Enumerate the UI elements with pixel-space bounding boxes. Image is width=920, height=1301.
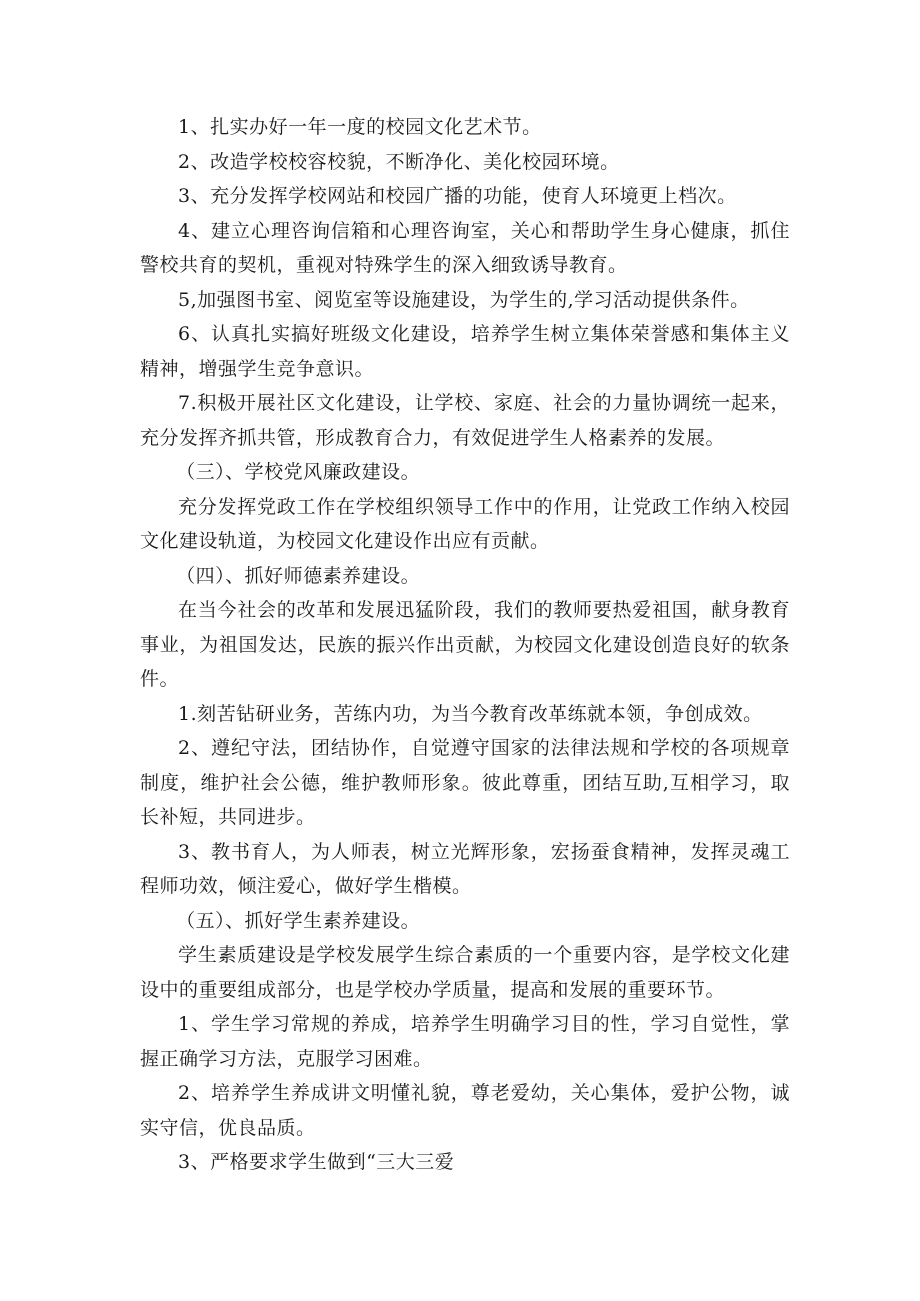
paragraph-section-4: 在当今社会的改革和发展迅猛阶段，我们的教师要热爱祖国，献身教育事业，为祖国发达，民族的振兴作出贡献，为校园文化建设创造良好的软条件。 [140, 599, 790, 690]
section-heading-5: （五）、抓好学生素养建设。 [176, 909, 421, 932]
paragraph-teacher-3: 3、教书育人，为人师表，树立光辉形象，宏扬蚕食精神，发挥灵魂工程师功效，倾注爱心，做好学生楷模。 [140, 840, 790, 897]
document-body [140, 110, 790, 1180]
section-heading-3: （三）、学校党风廉政建设。 [176, 461, 421, 483]
paragraph-item-6: 6、认真扎实搞好班级文化建设，培养学生树立集体荣誉感和集体主义精神，增强学生竞争意识。 [140, 323, 790, 380]
paragraph-item-5: 5,加强图书室、阅览室等设施建设，为学生的,学习活动提供条件。 [178, 288, 750, 311]
paragraph-item-4: 4、建立心理咨询信箱和心理咨询室，关心和帮助学生身心健康，抓住警校共育的契机，重视对特殊学生的深入细致诱导教育。 [140, 219, 790, 276]
paragraph-teacher-2: 2、遵纪守法，团结协作，自觉遵守国家的法律法规和学校的各项规章制度，维护社会公德，维护教师形象。彼此尊重，团结互助,互相学习，取长补短，共同进步。 [140, 737, 790, 828]
paragraph-section-3: 充分发挥党政工作在学校组织领导工作中的作用，让党政工作纳入校园文化建设轨道，为校园文化建设作出应有贡献。 [140, 495, 790, 552]
section-heading-4: （四）、抓好师德素养建设。 [176, 564, 421, 587]
paragraph-student-3: 3、严格要求学生做到“三大三爱 [178, 1151, 455, 1173]
paragraph-teacher-1: 1.刻苦钻研业务，苦练内功，为当今教育改革练就本领，争创成效。 [178, 702, 763, 725]
paragraph-section-5: 学生素质建设是学校发展学生综合素质的一个重要内容，是学校文化建设中的重要组成部分，也是学校办学质量，提高和发展的重要环节。 [140, 944, 790, 1001]
paragraph-item-2: 2、改造学校校容校貌，不断净化、美化校园环境。 [178, 150, 620, 173]
paragraph-item-7: 7.积极开展社区文化建设，让学校、家庭、社会的力量协调统一起来，充分发挥齐抓共管，形成教育合力，有效促进学生人格素养的发展。 [140, 392, 790, 449]
paragraph-student-1: 1、学生学习常规的养成，培养学生明确学习目的性，学习自觉性，掌握正确学习方法，克服学习困难。 [140, 1013, 790, 1070]
paragraph-item-3: 3、充分发挥学校网站和校园广播的功能，使育人环境更上档次。 [178, 185, 737, 207]
paragraph-student-2: 2、培养学生养成讲文明懂礼貌，尊老爱幼，关心集体，爱护公物，诚实守信，优良品质。 [140, 1082, 790, 1139]
paragraph-item-1: 1、扎实办好一年一度的校园文化艺术节。 [178, 116, 542, 138]
